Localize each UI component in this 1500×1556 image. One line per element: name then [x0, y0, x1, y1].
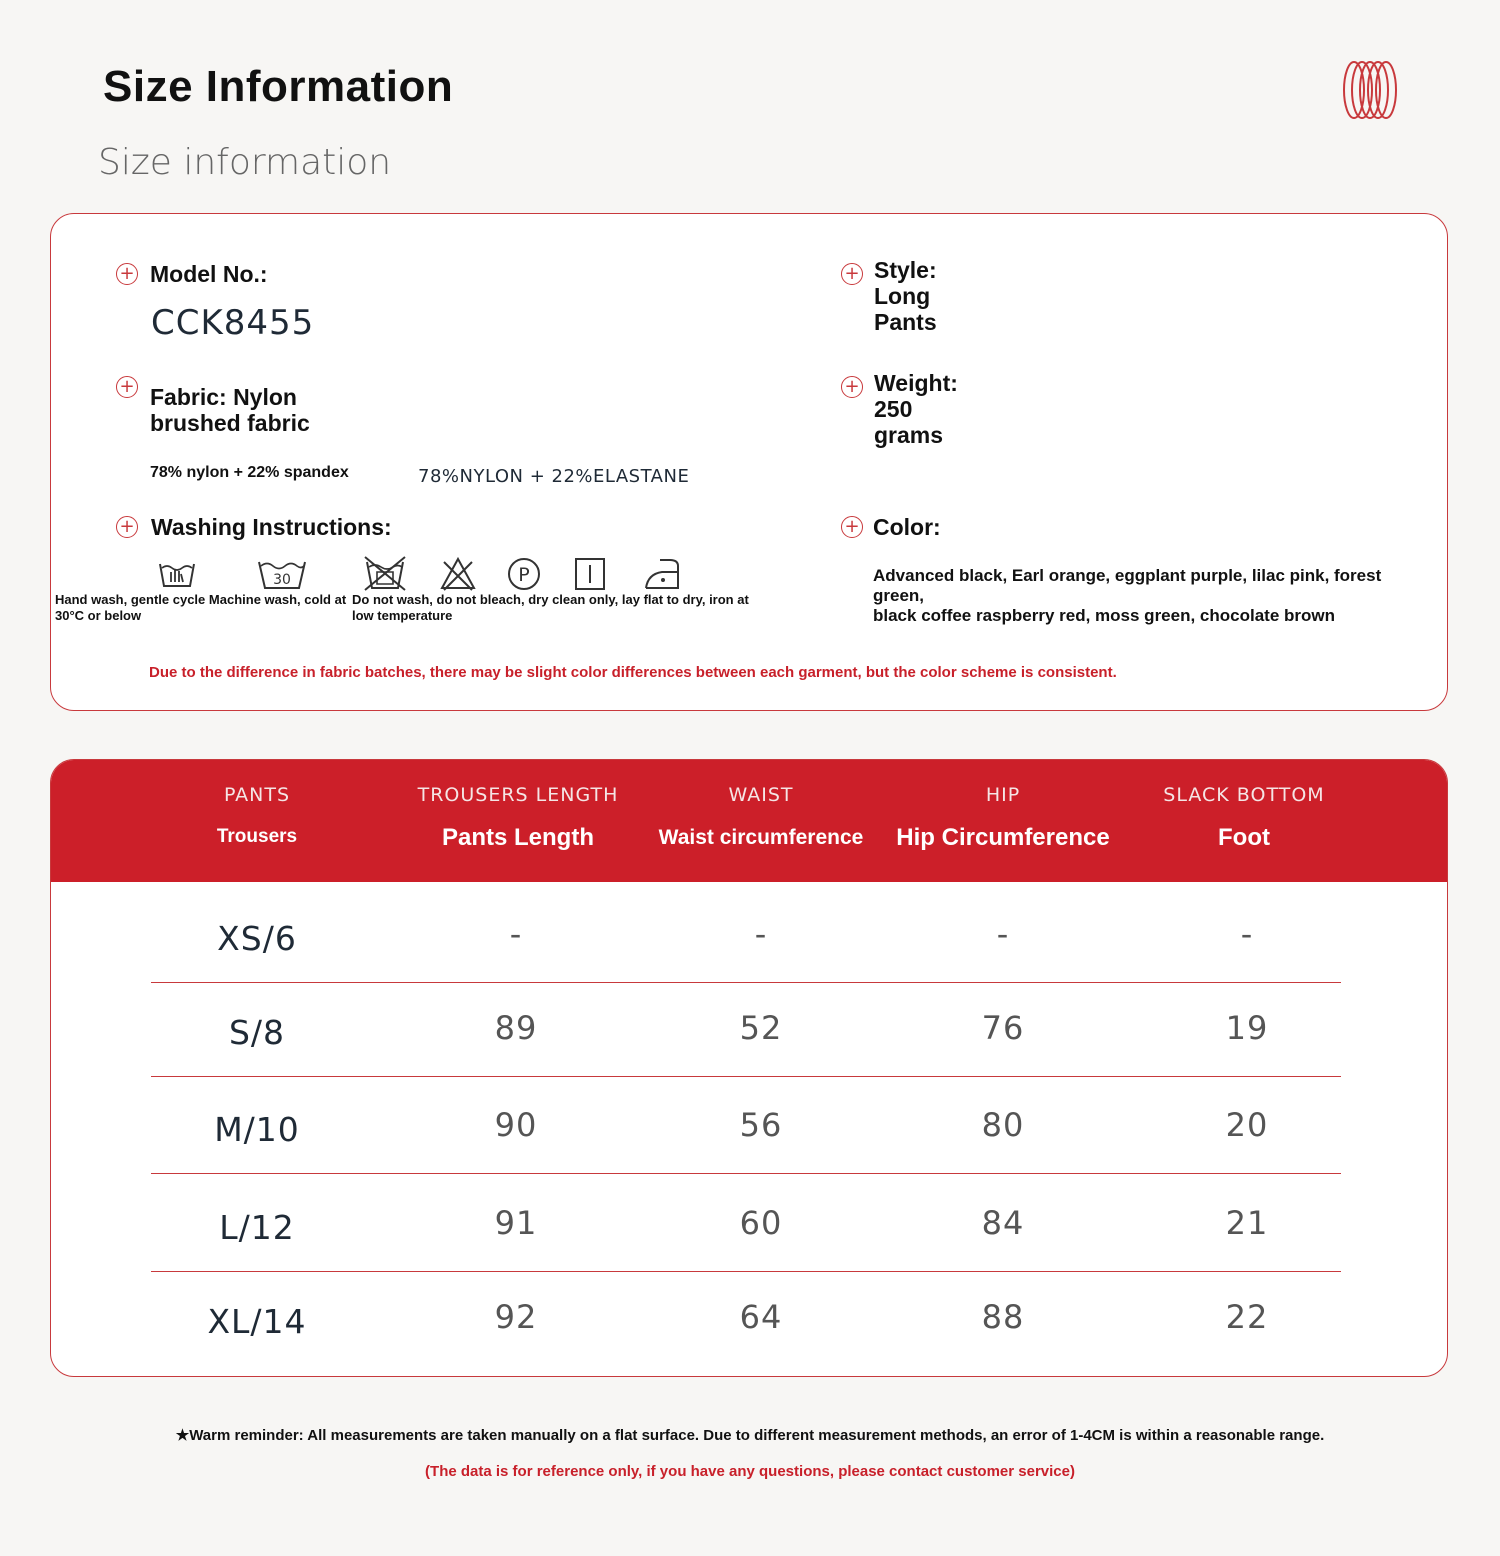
product-info-card	[50, 213, 1448, 711]
weight-label-text: Weight:	[874, 370, 958, 396]
weight-value-2: grams	[874, 422, 944, 448]
table-row	[151, 1080, 1341, 1174]
header-hip-sub: Hip Circumference	[896, 824, 1110, 851]
lay-flat-dry-icon	[570, 556, 610, 592]
header-foot-sub: Foot	[1218, 824, 1270, 851]
hip-cell: 76	[981, 1009, 1025, 1047]
color-difference-note: Due to the difference in fabric batches, there may be slight color differences between each garment, but the color scheme is consistent.	[149, 664, 1117, 681]
waist-cell: 60	[739, 1204, 783, 1242]
plus-icon: +	[841, 263, 863, 285]
wash-text-care-1: Do not wash, do not bleach, dry clean only, lay flat to dry, iron at	[352, 592, 749, 607]
size-cell: XL/14	[207, 1302, 307, 1341]
color-value	[873, 566, 1433, 626]
foot-cell: 19	[1225, 1009, 1269, 1047]
table-row	[151, 1272, 1341, 1366]
hip-cell: 88	[981, 1298, 1025, 1336]
foot-cell: -	[1240, 915, 1254, 953]
dry-clean-letter: P	[518, 564, 530, 586]
measurement-reminder: ★Warm reminder: All measurements are taken manually on a flat surface. Due to different measurement methods, an error of 1-4CM is within a reasonable range.	[175, 1427, 1325, 1444]
wash-text-care-2: low temperature	[352, 608, 453, 623]
page-subtitle: Size information	[98, 142, 392, 183]
length-cell: 89	[494, 1009, 538, 1047]
size-cell: S/8	[228, 1013, 286, 1052]
size-cell: L/12	[219, 1208, 295, 1247]
plus-icon: +	[841, 516, 863, 538]
wash-text-hand: Hand wash, gentle cycle	[55, 592, 206, 607]
header-pants-sub: Trousers	[216, 826, 298, 847]
header-length-en: TROUSERS LENGTH	[417, 784, 619, 806]
size-table	[50, 759, 1448, 1377]
size-cell: XS/6	[217, 919, 297, 958]
dry-clean-p-icon	[505, 556, 545, 592]
composition-text: 78% nylon + 22% spandex	[150, 464, 349, 481]
wash-temp-text: 30	[273, 572, 291, 588]
style-value-1: Long	[874, 283, 931, 309]
washing-label: Washing Instructions:	[151, 514, 392, 540]
hip-cell: 84	[981, 1204, 1025, 1242]
do-not-wash-icon	[362, 554, 408, 592]
length-cell: 92	[494, 1298, 538, 1336]
hip-cell: 80	[981, 1106, 1025, 1144]
iron-low-icon	[642, 556, 682, 592]
foot-cell: 22	[1225, 1298, 1269, 1336]
header-length-sub: Pants Length	[441, 824, 594, 851]
machine-wash-30-icon	[256, 556, 308, 592]
style-label	[874, 257, 937, 335]
do-not-bleach-icon	[438, 556, 478, 592]
plus-icon: +	[116, 376, 138, 398]
length-cell: 91	[494, 1204, 538, 1242]
model-value: CCK8455	[151, 303, 315, 343]
waist-cell: 64	[739, 1298, 783, 1336]
table-row	[151, 1178, 1341, 1272]
brand-logo-icon	[1340, 58, 1404, 122]
wash-text-2	[352, 592, 772, 624]
waist-cell: 52	[739, 1009, 783, 1047]
length-cell: 90	[494, 1106, 538, 1144]
waist-cell: 56	[739, 1106, 783, 1144]
color-value-1: Advanced black, Earl orange, eggplant purple, lilac pink, forest green,	[873, 566, 1382, 605]
weight-value-1: 250	[874, 396, 913, 422]
table-row	[151, 889, 1341, 983]
color-label: Color:	[873, 514, 941, 540]
page-title: Size Information	[103, 62, 454, 111]
waist-cell: -	[754, 915, 768, 953]
header-waist-sub: Waist circumference	[658, 826, 864, 849]
plus-icon: +	[841, 376, 863, 398]
wash-text-1	[55, 592, 355, 624]
hip-cell: -	[996, 915, 1010, 953]
hand-wash-icon	[157, 556, 197, 592]
header-foot-en: SLACK BOTTOM	[1163, 784, 1325, 806]
plus-icon: +	[116, 516, 138, 538]
table-header	[51, 760, 1447, 882]
row-divider	[151, 1173, 1341, 1175]
size-cell: M/10	[214, 1110, 300, 1149]
reference-note: (The data is for reference only, if you have any questions, please contact customer service)	[425, 1463, 1075, 1480]
fabric-line-1: Fabric: Nylon	[150, 384, 297, 410]
fabric-label	[150, 384, 310, 436]
model-label: Model No.:	[150, 261, 268, 287]
wash-text-temp: 30°C or below	[55, 608, 142, 623]
row-divider	[151, 1076, 1341, 1078]
header-hip-en: HIP	[985, 784, 1021, 806]
table-row	[151, 983, 1341, 1077]
foot-cell: 21	[1225, 1204, 1269, 1242]
composition-text-en: 78%NYLON + 22%ELASTANE	[418, 466, 690, 487]
wash-text-machine: Machine wash, cold at	[208, 592, 347, 607]
color-value-2: black coffee raspberry red, moss green, chocolate brown	[873, 606, 1335, 625]
style-value-2: Pants	[874, 309, 937, 335]
length-cell: -	[509, 915, 523, 953]
style-label-text: Style:	[874, 257, 937, 283]
header-waist-en: WAIST	[728, 784, 794, 806]
fabric-line-2: brushed fabric	[150, 410, 310, 436]
plus-icon: +	[116, 263, 138, 285]
header-pants-en: PANTS	[223, 784, 291, 806]
weight-label	[874, 370, 958, 448]
foot-cell: 20	[1225, 1106, 1269, 1144]
